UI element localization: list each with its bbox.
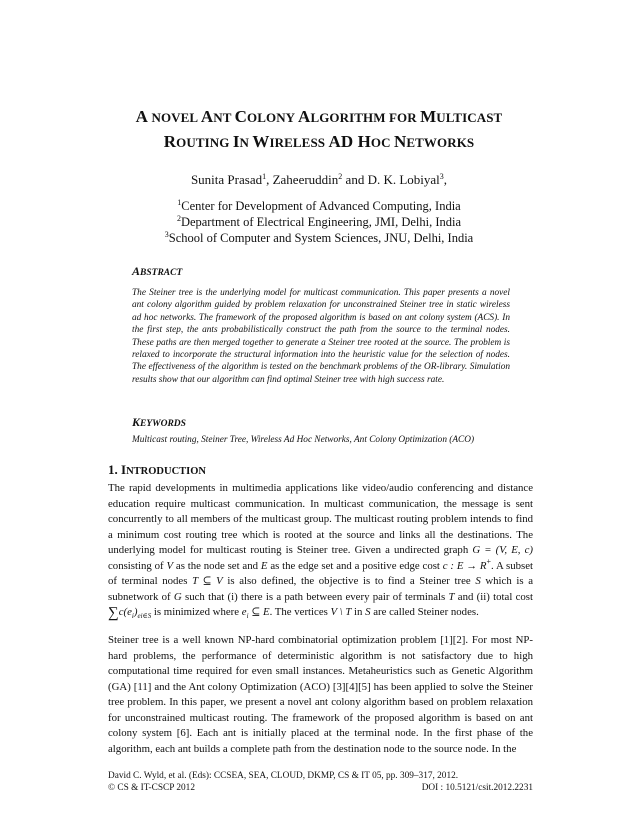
abstract-text: The Steiner tree is the underlying model for multicast communication. This paper presents a novel ant colony algorithm guided by problem relaxation for unconstrained Steiner tree in static wireless ad hoc networks. The framework of the proposed algorithm is based on ant colony system (ACS). In the first step, the ants probabilistically construct the path from the source to the terminal nodes. These paths are then merged together to generate a Steiner tree rooted at the source. The problem is relaxed to incorporate the structural information into the heuristic value for the selection of nodes. The effectiveness of the algorithm is tested on the benchmark problems of the OR-library. Simulation results show that our algorithm can find optimal Steiner tree with high success rate.: [132, 288, 510, 385]
affiliation-1: $^1$Center for Development of Advanced Computing, India: [177, 198, 461, 213]
intro-paragraph-2: Steiner tree is a well known NP-hard combinatorial optimization problem [1][2]. For most NP-hard problems, the performance of deterministic algorithm is not satisfactory due to high computational time required for even small instances. Metaheuristics such as Genetic Algorithm (GA) [11] and the Ant colony Optimization (ACO) [3][4][5] has been applied to solve the Steiner tree problem. In this paper, we present a novel ant colony algorithm based on problem relaxation for unconstrained multicast routing. The framework of the proposed algorithm is based on ant colony system [6]. Each ant is initially placed at the terminal node. In the first phase of the algorithm, each ant builds a complete path from the destination node to the source node. In the: [108, 634, 533, 755]
footer-citation: David C. Wyld, et al. (Eds): CCSEA, SEA, CLOUD, DKMP, CS & IT 05, pp. 309–317, 2012.: [108, 771, 459, 781]
abstract-heading: ABSTRACT: [132, 264, 183, 278]
affiliation-3: $^3$School of Computer and System Sciences, JNU, Delhi, India: [164, 230, 474, 245]
affiliation-2: $^2$Department of Electrical Engineering, JMI, Delhi, India: [176, 214, 462, 229]
footer-doi: DOI : 10.5121/csit.2012.2231: [421, 783, 533, 793]
footer-copyright: © CS & IT-CSCP 2012: [108, 783, 195, 793]
author-list: Sunita Prasad$^1$, Zaheeruddin$^2$ and D. K. Lobiyal$^3$,: [190, 172, 448, 187]
footer-copyright-row: [108, 782, 533, 794]
keywords-heading: KEYWORDS: [132, 415, 186, 429]
intro-paragraph-1: The rapid developments in multimedia applications like video/audio conferencing and distance education require multicast communication. In multicast communication, the message is sent concurrently to all members of the multicast group. The multicast routing problem intends to find a minimum cost routing tree which is rooted at the source and links all the destinations. The underlying model for multicast routing is Steiner tree. Given a undirected graph G = (V, E, c) consisting of V as the node set and E as the edge set and a positive edge cost c : E → R+. A subset of terminal nodes T ⊆ V is also defined, the objective is to find a Steiner tree S which is a subnetwork of G such that (i) there is a path between every pair of terminals T and (ii) total cost $\sum c(e_i)_{ei\in S}$ is minimized where $e_i$ ⊆ E. The vertices V \ T in S are called Steiner nodes.: [108, 482, 534, 621]
keywords-text: Multicast routing, Steiner Tree, Wireless Ad Hoc Networks, Ant Colony Optimization (ACO): [132, 435, 475, 445]
section-heading-introduction: 1. INTRODUCTION: [108, 462, 206, 477]
title-line-2: ROUTING IN WIRELESS AD HOC NETWORKS: [163, 132, 475, 151]
title-line-1: A NOVEL ANT COLONY ALGORITHM FOR MULTICAST: [135, 107, 503, 126]
